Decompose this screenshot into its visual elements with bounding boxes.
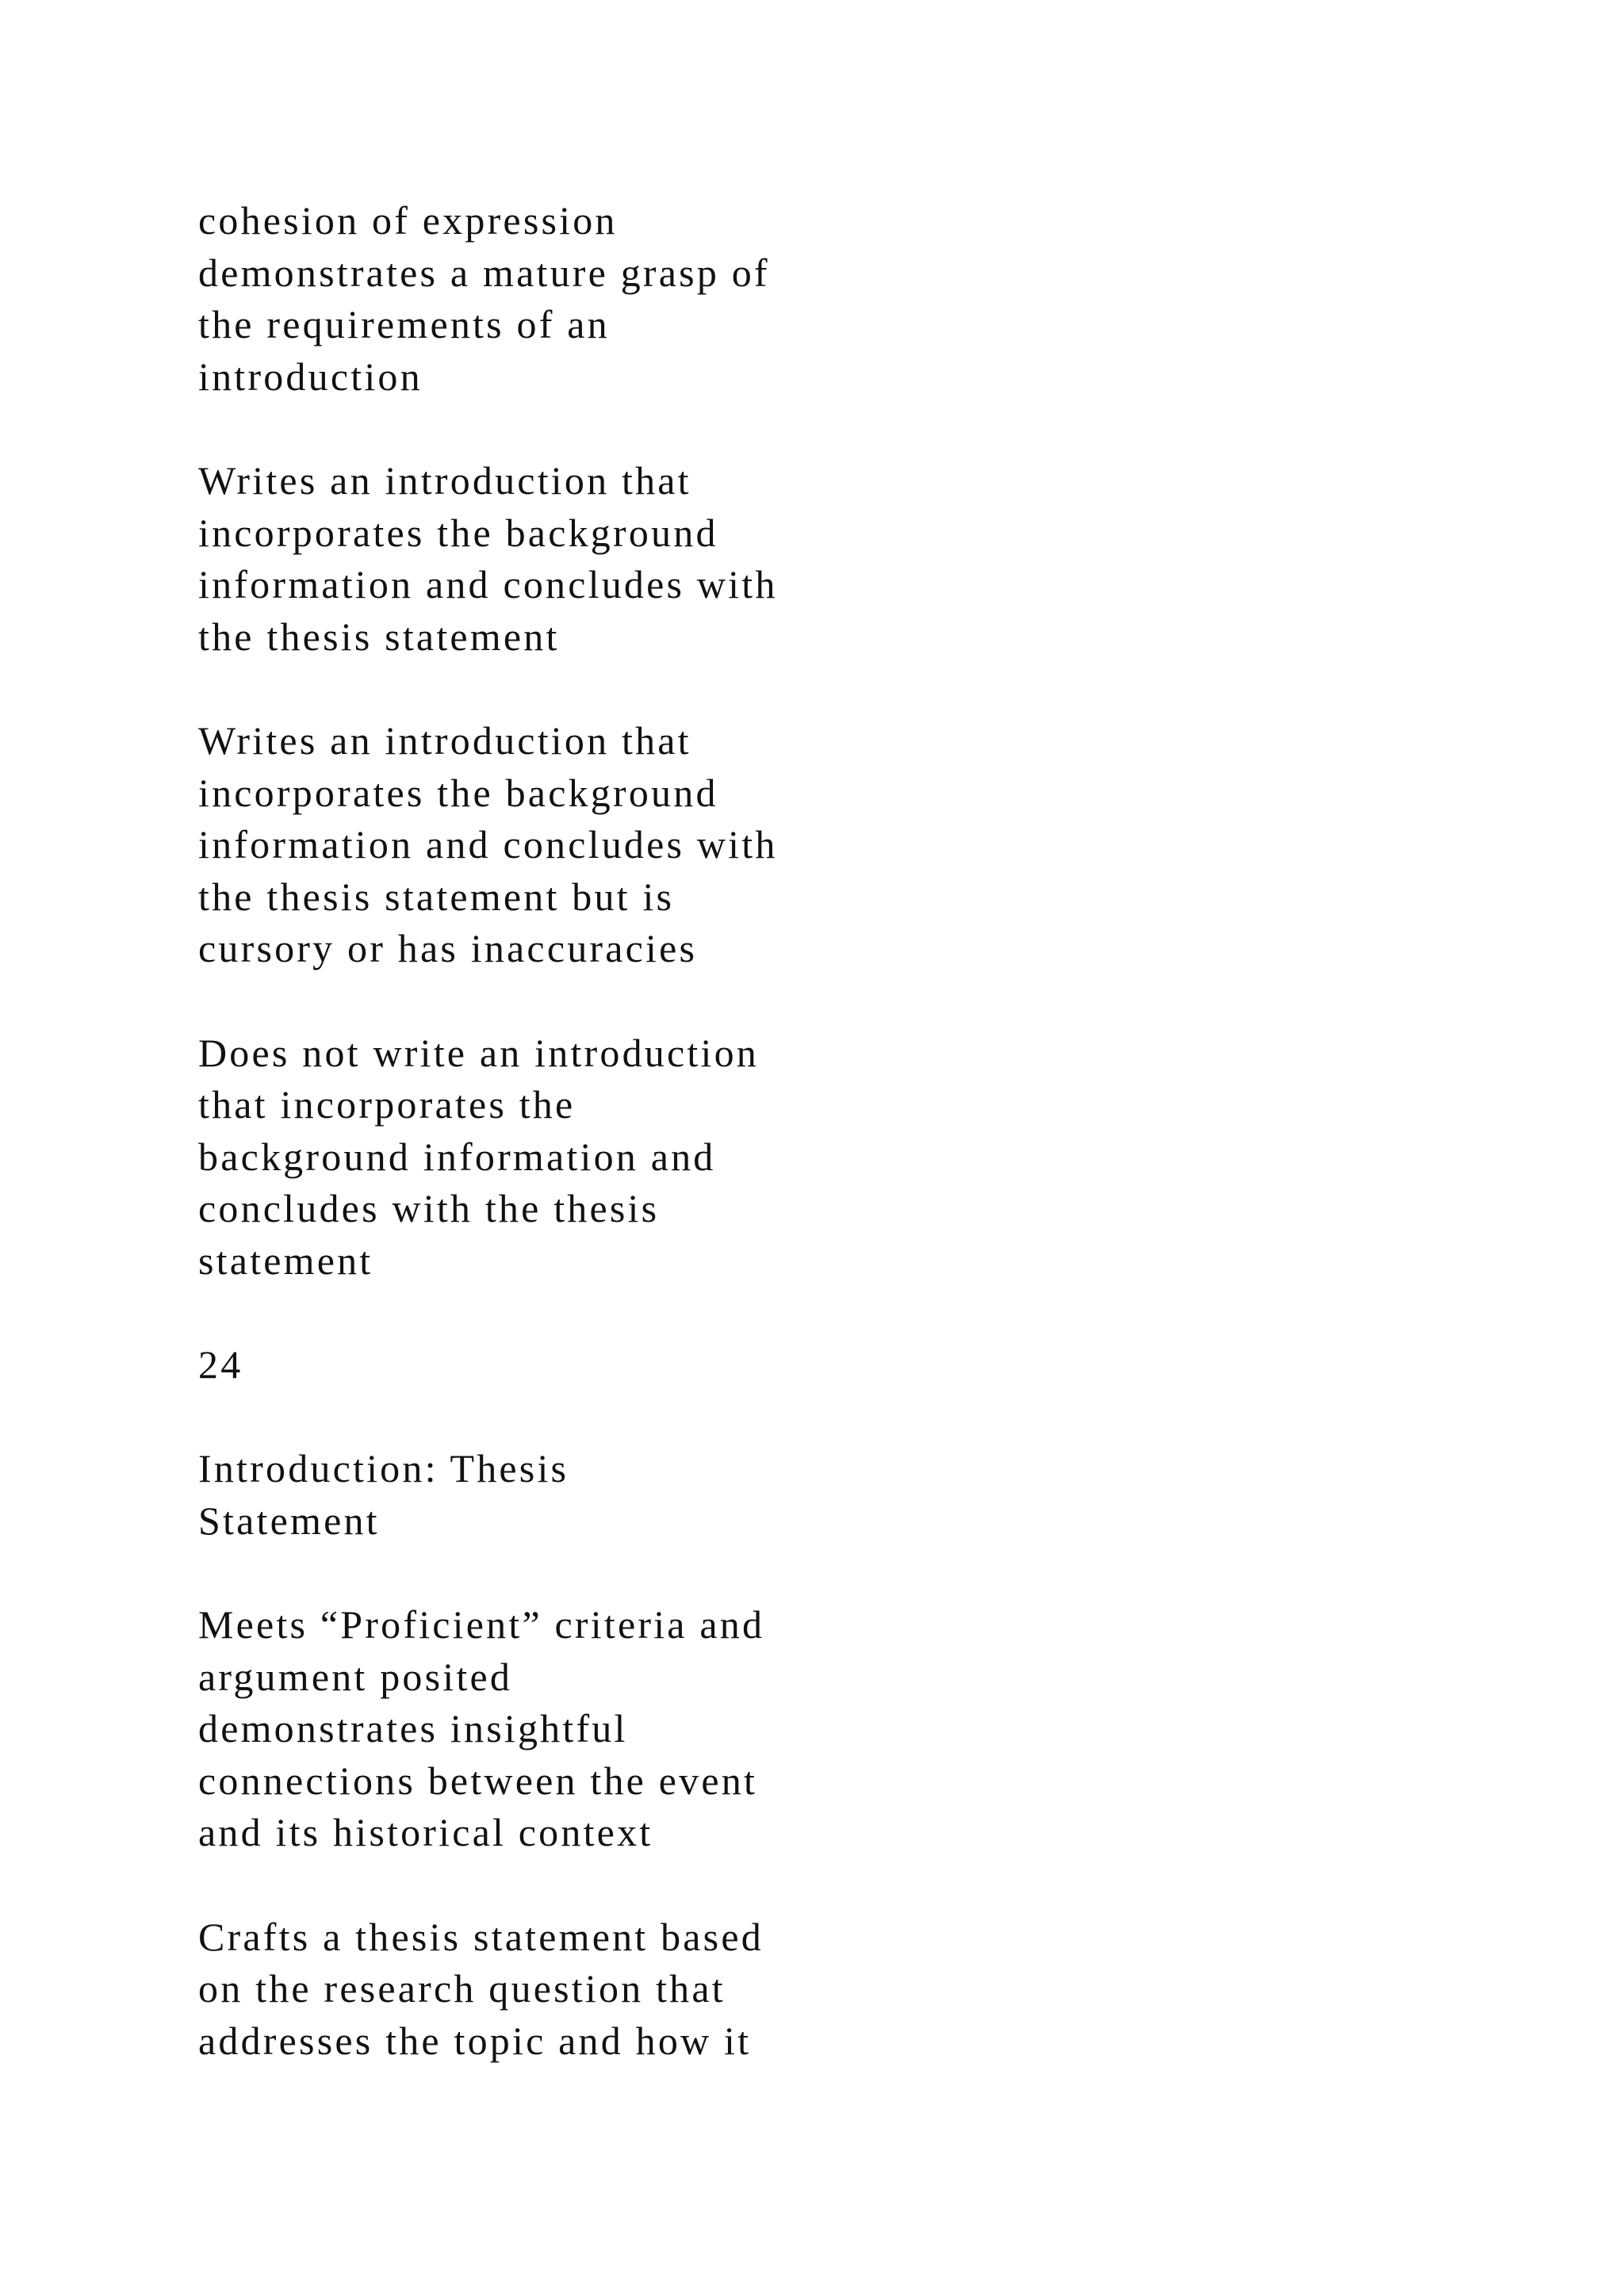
text-line: introduction (198, 354, 423, 399)
text-line: Meets “Proficient” criteria and (198, 1602, 765, 1647)
rubric-proficient-thesis-description (198, 1911, 912, 2068)
rubric-proficient-description (198, 455, 912, 663)
rubric-exemplary-description (198, 1599, 912, 1859)
text-line: connections between the event (198, 1758, 758, 1803)
text-line: Introduction: Thesis (198, 1446, 569, 1491)
text-line: demonstrates insightful (198, 1706, 628, 1751)
text-line: Writes an introduction that (198, 718, 691, 763)
text-line: and its historical context (198, 1810, 653, 1855)
text-line: cohesion of expression (198, 198, 618, 243)
text-line: information and concludes with (198, 562, 778, 607)
text-line: incorporates the background (198, 510, 718, 555)
text-line: cursory or has inaccuracies (198, 926, 698, 971)
rubric-needs-improvement-description (198, 715, 912, 975)
rubric-points-value (198, 1339, 912, 1391)
text-line: the thesis statement (198, 614, 560, 659)
text-line: argument posited (198, 1654, 513, 1699)
text-line: Writes an introduction that (198, 457, 691, 503)
text-line: background information and (198, 1134, 716, 1179)
text-line: statement (198, 1238, 373, 1283)
text-line: Statement (198, 1498, 380, 1543)
points-number: 24 (198, 1342, 243, 1387)
text-line: concludes with the thesis (198, 1186, 660, 1231)
text-line: that incorporates the (198, 1082, 576, 1127)
text-line: addresses the topic and how it (198, 2018, 752, 2063)
text-line: demonstrates a mature grasp of (198, 250, 770, 295)
text-line: information and concludes with (198, 822, 778, 867)
text-line: the thesis statement but is (198, 874, 675, 919)
rubric-not-evident-description (198, 1027, 912, 1288)
rubric-text-column (198, 195, 912, 2119)
text-line: incorporates the background (198, 770, 718, 815)
text-line: the requirements of an (198, 302, 610, 347)
text-line: Crafts a thesis statement based (198, 1914, 764, 1959)
rubric-criterion-continuation (198, 195, 912, 403)
text-line: Does not write an introduction (198, 1030, 759, 1075)
rubric-criterion-title (198, 1443, 912, 1547)
text-line: on the research question that (198, 1966, 726, 2011)
